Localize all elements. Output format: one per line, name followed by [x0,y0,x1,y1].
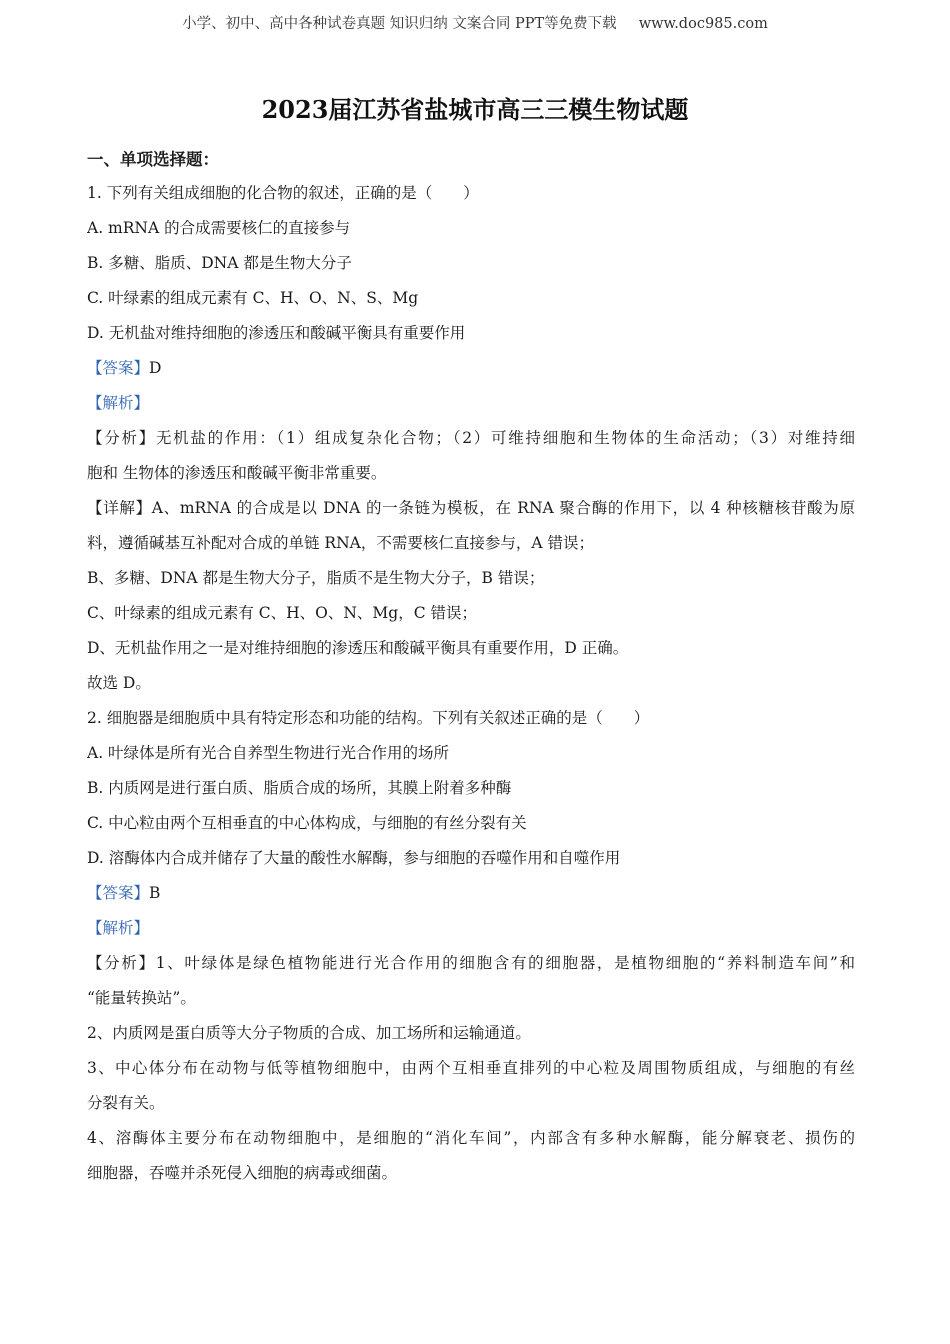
question-2-option-d: D. 溶酶体内合成并储存了大量的酸性水解酶，参与细胞的吞噬作用和自噬作用 [87,849,621,867]
fenxi-label: 【分析】 [87,954,156,972]
question-1-fenxi-line-1 [87,421,855,456]
question-1-xiangjie-b: B、多糖、DNA 都是生物大分子，脂质不是生物大分子，B 错误； [87,569,545,587]
xiangjie-text: A、mRNA 的合成是以 DNA 的一条链为模板，在 RNA 聚合酶的作用下，以 4 种核糖核苷酸为原 [151,499,855,517]
question-2-point-2: 2、内质网是蛋白质等大分子物质的合成、加工场所和运输通道。 [87,1024,531,1042]
question-1-answer [87,351,855,386]
fenxi-text: 1、叶绿体是绿色植物能进行光合作用的细胞含有的细胞器，是植物细胞的“养料制造车间”和 [155,954,855,972]
header-text: 小学、初中、高中各种试卷真题 知识归纳 文案合同 PPT等免费下载 [182,16,617,32]
fenxi-text: 无机盐的作用：（1）组成复杂化合物；（2）可维持细胞和生物体的生命活动；（3）对维持细 [155,429,855,447]
question-1-xiangjie-line-2: 料，遵循碱基互补配对合成的单链 RNA，不需要核仁直接参与，A 错误； [87,534,594,552]
question-1-conclusion: 故选 D。 [87,674,151,692]
fenxi-label: 【分析】 [87,429,156,447]
question-2-option-b: B. 内质网是进行蛋白质、脂质合成的场所，其膜上附着多种酶 [87,779,512,797]
question-2-point-4-line-2: 细胞器，吞噬并杀死侵入细胞的病毒或细菌。 [87,1164,398,1182]
question-1-option-a: A. mRNA 的合成需要核仁的直接参与 [87,219,351,237]
question-2-option-c: C. 中心粒由两个互相垂直的中心体构成，与细胞的有丝分裂有关 [87,814,527,832]
answer-value: B [149,884,161,902]
document-title: 2023届江苏省盐城市高三三模生物试题 [261,95,689,124]
document-body [87,146,855,1191]
question-2-fenxi-line-1 [87,946,855,981]
answer-value: D [149,359,162,377]
question-1-option-b: B. 多糖、脂质、DNA 都是生物大分子 [87,254,352,272]
question-2-answer [87,876,855,911]
question-2-point-4-line-1: 4、溶酶体主要分布在动物细胞中，是细胞的“消化车间”，内部含有多种水解酶，能分解衰老、损伤的 [87,1129,855,1147]
xiangjie-label: 【详解】 [87,499,152,517]
question-2-stem: 2. 细胞器是细胞质中具有特定形态和功能的结构。下列有关叙述正确的是（ ） [87,709,650,727]
answer-label: 【答案】 [87,359,150,377]
question-2-point-3-line-2: 分裂有关。 [87,1094,165,1112]
section-heading: 一、单项选择题： [87,150,219,169]
page-header [0,12,950,33]
question-1-xiangjie-c: C、叶绿素的组成元素有 C、H、O、N、Mg，C 错误； [87,604,478,622]
question-2-fenxi-line-2: “能量转换站”。 [87,989,196,1007]
question-2-analysis-label: 【解析】 [87,919,150,937]
question-1-xiangjie-line-1 [87,491,855,526]
question-2-point-3-line-1: 3、中心体分布在动物与低等植物细胞中，由两个互相垂直排列的中心粒及周围物质组成，与细胞的有丝 [87,1059,855,1077]
question-2-option-a: A. 叶绿体是所有光合自养型生物进行光合作用的场所 [87,744,450,762]
question-1-option-c: C. 叶绿素的组成元素有 C、H、O、N、S、Mg [87,289,419,307]
header-site: www.doc985.com [638,16,768,32]
question-1-option-d: D. 无机盐对维持细胞的渗透压和酸碱平衡具有重要作用 [87,324,466,342]
question-1-fenxi-line-2: 胞和 生物体的渗透压和酸碱平衡非常重要。 [87,464,387,482]
question-1-xiangjie-d: D、无机盐作用之一是对维持细胞的渗透压和酸碱平衡具有重要作用，D 正确。 [87,639,629,657]
question-1-stem: 1. 下列有关组成细胞的化合物的叙述，正确的是（ ） [87,184,479,202]
answer-label: 【答案】 [87,884,150,902]
question-1-analysis-label: 【解析】 [87,394,150,412]
